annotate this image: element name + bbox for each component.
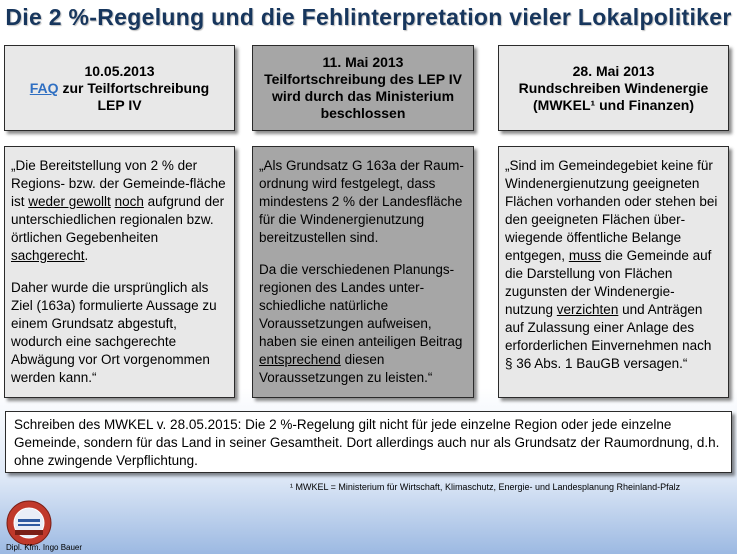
quote-text: .: [84, 248, 89, 263]
header-lep: LEP IV: [97, 96, 142, 113]
quote-paragraph: Daher wurde die ursprünglich als Ziel (163a) formulierte Aussage zu einem Grundsatz abgestuft, wodurch eine sachgerechte Abwägung vor Ort vorgenommen werden kann.“: [11, 280, 217, 385]
quote-text: „Sind im Gemeindegebiet keine für Windenergienutzung geeigneten Flächen vorhanden oder stehen bei den geeigneten Flächen über-wiegende öffentliche Belange entgegen,: [505, 158, 718, 263]
quote-box-ministry: [252, 146, 474, 398]
quote-box-rundschreiben: [498, 146, 729, 398]
header-box-rundschreiben: [498, 45, 729, 131]
quote-text: „Die Bereitstellung von 2 % der Regions- bzw. der Gemeinde-fläche ist: [11, 158, 226, 209]
header-date: 28. Mai 2013: [572, 62, 655, 79]
quote-text: die Gemeinde auf die Darstellung von Flächen zugunsten der Windenergie-nutzung: [505, 248, 712, 317]
header-date: 11. Mai 2013: [322, 54, 404, 70]
quote-underlined: muss: [568, 248, 602, 263]
faq-link[interactable]: FAQ: [29, 79, 59, 96]
summary-box: Schreiben des MWKEL v. 28.05.2015: Die 2 %-Regelung gilt nicht für jede einzelne Region oder jede einzelne Gemeinde, sondern für das Land in seiner Gesamtheit. Dort allerdings auch nur als Grundsatz der Raumordnung, d.h. ohne zwingende Verpflichtung.: [5, 411, 732, 473]
header-line: Teilfortschreibung des LEP IV: [264, 71, 462, 87]
quote-paragraph: [259, 261, 467, 387]
quote-paragraph: [505, 157, 722, 373]
quote-paragraph: [11, 157, 228, 265]
header-line: wird durch das Ministerium: [271, 88, 455, 104]
header-line: Rundschreiben Windenergie: [518, 79, 709, 96]
quote-text: Da die verschiedenen Planungs-regionen des Landes unter-schiedliche natürliche Voraussetzungen aufweisen, haben sie einen anteiligen Beitrag: [259, 262, 463, 349]
slide-title: Die 2 %-Regelung und die Fehlinterpretation vieler Lokalpolitiker: [5, 4, 732, 30]
quote-underlined: sachgerecht: [11, 248, 85, 263]
quote-paragraph: „Als Grundsatz G 163a der Raum-ordnung wird festgelegt, dass mindestens 2 % der Landesfläche für die Windenergienutzung bereitzustellen sind.: [259, 158, 464, 245]
header-faq-line: [30, 80, 209, 97]
header-line: (MWKEL¹ und Finanzen): [533, 96, 694, 113]
header-box-faq: [4, 45, 235, 131]
header-box-ministry: [252, 45, 474, 131]
header-date: 10.05.2013: [84, 62, 155, 79]
footnote: ¹ MWKEL = Ministerium für Wirtschaft, Klimaschutz, Energie- und Landesplanung Rheinland-Pfalz: [290, 482, 681, 492]
quote-text: aufgrund der unterschiedlichen regionalen bzw. örtlichen Gegebenheiten: [11, 194, 225, 245]
quote-underlined: verzichten: [556, 302, 619, 317]
quote-underlined: entsprechend: [259, 352, 341, 367]
quote-underlined: weder gewollt: [28, 194, 111, 209]
quote-underlined: noch: [114, 194, 144, 209]
quote-text: und Anträgen auf Zulassung einer Anlage des erforderlichen Einvernehmen nach § 36 Abs. 1 BauGB versagen.“: [505, 302, 712, 371]
quote-box-faq: [4, 146, 235, 398]
header-line: beschlossen: [320, 105, 406, 121]
header-faq-rest: zur Teilfortschreibung: [58, 79, 210, 96]
seal-logo-icon: [6, 500, 52, 546]
quote-text: diesen Voraussetzungen zu leisten.“: [259, 352, 433, 385]
author-credit: Dipl. Kfm. Ingo Bauer: [6, 543, 83, 552]
